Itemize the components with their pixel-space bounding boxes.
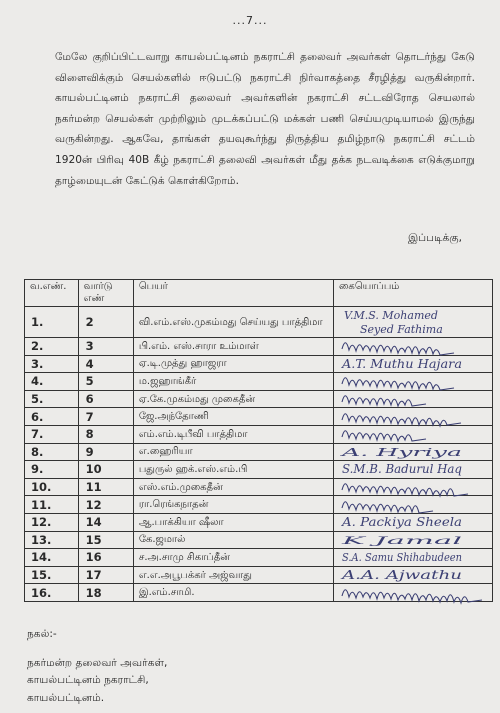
- row-name: எ.ஹைரியா: [133, 443, 333, 461]
- svg-text:A.T. Muthu Hajara: A.T. Muthu Hajara: [340, 356, 462, 371]
- row-signature: [333, 373, 492, 391]
- row-signature: [333, 425, 492, 443]
- row-ward-number: 2: [78, 307, 133, 338]
- table-row: [25, 513, 493, 531]
- row-serial-number: 12.: [25, 513, 79, 531]
- copy-to-title: நகல்:-: [27, 628, 57, 640]
- row-signature: [333, 478, 492, 496]
- svg-text:Seyed Fathima: Seyed Fathima: [359, 323, 443, 336]
- signature-mark: [338, 585, 488, 601]
- row-signature: [333, 513, 492, 531]
- row-serial-number: 6.: [25, 408, 79, 426]
- header-name: பெயர்: [133, 280, 333, 307]
- table-row: [25, 338, 493, 356]
- row-name: வி.எம்.எஸ்.முகம்மது செய்யது பாத்திமா: [133, 307, 333, 338]
- table-header-row: [25, 280, 493, 307]
- signature-mark: [338, 549, 488, 565]
- table-row: [25, 373, 493, 391]
- row-serial-number: 16.: [25, 584, 79, 602]
- header-signature: கையொப்பம்: [333, 280, 492, 307]
- signature-mark: [338, 497, 488, 513]
- row-name: இ.எம்.சாமி.: [133, 584, 333, 602]
- row-serial-number: 15.: [25, 566, 79, 584]
- row-signature: [333, 390, 492, 408]
- row-signature: [333, 307, 492, 338]
- row-serial-number: 8.: [25, 443, 79, 461]
- row-ward-number: 18: [78, 584, 133, 602]
- row-signature: [333, 549, 492, 567]
- row-serial-number: 11.: [25, 496, 79, 514]
- copy-to-line: நகர்மன்ற தலைவர் அவர்கள்,: [27, 656, 168, 669]
- svg-text:A. Hyriya: A. Hyriya: [339, 445, 462, 459]
- row-name: பி.எம். எஸ்.சாரா உம்மாள்: [133, 338, 333, 356]
- table-row: [25, 408, 493, 426]
- table-row: [25, 425, 493, 443]
- signature-mark: [338, 409, 488, 425]
- copy-to-line: காயல்பட்டினம்.: [27, 691, 105, 704]
- signature-mark: [338, 567, 488, 583]
- row-name: ம.ஜஹாங்கீர்: [133, 373, 333, 391]
- row-signature: [333, 443, 492, 461]
- svg-text:A.A. Ajwathu: A.A. Ajwathu: [340, 568, 462, 583]
- signature-mark: [338, 444, 488, 460]
- row-ward-number: 11: [78, 478, 133, 496]
- row-name: எஸ்.எம்.முகைதீன்: [133, 478, 333, 496]
- signature-mark: [338, 426, 488, 442]
- header-serial-number: வ.எண்.: [25, 280, 79, 307]
- table-row: [25, 355, 493, 373]
- row-name: பதுருல் ஹக்.எஸ்.எம்.பி: [133, 461, 333, 479]
- row-ward-number: 17: [78, 566, 133, 584]
- table-row: [25, 461, 493, 479]
- row-signature: [333, 496, 492, 514]
- row-ward-number: 6: [78, 390, 133, 408]
- closing-salutation: இப்படிக்கு,: [408, 232, 462, 244]
- row-ward-number: 5: [78, 373, 133, 391]
- row-signature: [333, 461, 492, 479]
- row-ward-number: 9: [78, 443, 133, 461]
- row-signature: [333, 338, 492, 356]
- row-serial-number: 5.: [25, 390, 79, 408]
- row-signature: [333, 355, 492, 373]
- row-signature: [333, 566, 492, 584]
- row-ward-number: 15: [78, 531, 133, 549]
- copy-to-line: காயல்பட்டினம் நகராட்சி,: [27, 674, 149, 686]
- table-row: [25, 496, 493, 514]
- row-ward-number: 3: [78, 338, 133, 356]
- table-row: [25, 584, 493, 602]
- row-serial-number: 14.: [25, 549, 79, 567]
- row-name: எம்.எம்.டிபீவி பாத்திமா: [133, 425, 333, 443]
- row-serial-number: 1.: [25, 307, 79, 338]
- row-ward-number: 10: [78, 461, 133, 479]
- row-name: ஆ.பாக்கியா ஷீலா: [133, 513, 333, 531]
- svg-text:K Jamal: K Jamal: [338, 535, 462, 547]
- row-serial-number: 2.: [25, 338, 79, 356]
- table-row: [25, 549, 493, 567]
- svg-text:V.M.S. Mohamed: V.M.S. Mohamed: [343, 309, 438, 322]
- table-row: [25, 443, 493, 461]
- row-ward-number: 8: [78, 425, 133, 443]
- signature-mark: [338, 479, 488, 495]
- svg-text:S.M.B. Badurul Haq: S.M.B. Badurul Haq: [341, 462, 463, 477]
- body-paragraph: மேலே குறிப்பிட்டவாறு காயல்பட்டினம் நகராட்சி தலைவர் அவர்கள் தொடர்ந்து கேடு விளைவிக்கும் செயல்களில் ஈடுபட்டு நகராட்சி நிர்வாகத்தை சீரழித்து வருகின்றார். காயல்பட்டினம் நகராட்சி தலைவர் அவர்களின் நகராட்சி சட்டவிரோத செயலால் நகர்மன்ற செயல்கள் முற்றிலும் முடக்கப்பட்டு மக்கள் பணி செய்யமுடியாமல் இருந்து வருகின்றது. ஆகவே, தாங்கள் தயவுகூர்ந்து திருத்திய தமிழ்நாடு நகராட்சி சட்டம் 1920ன் பிரிவு 40B கீழ் நகராட்சி தலைவி அவர்கள் மீது தக்க நடவடிக்கை எடுக்குமாறு தாழ்மையுடன் கேட்டுக் கொள்கிறோம்.: [55, 51, 475, 187]
- signature-mark: [338, 461, 488, 477]
- signature-table: [24, 279, 493, 602]
- row-name: எ.எ.அபூபக்கர் அஜ்வாது: [133, 566, 333, 584]
- signature-mark: [338, 532, 488, 548]
- page-number: ...7...: [232, 14, 268, 27]
- table-row: [25, 390, 493, 408]
- row-serial-number: 4.: [25, 373, 79, 391]
- signature-mark: [338, 338, 488, 354]
- row-name: ஏ.டி.முத்து ஹாஜரா: [133, 355, 333, 373]
- row-signature: [333, 531, 492, 549]
- signature-mark: [338, 373, 488, 389]
- signature-mark: [338, 307, 488, 337]
- signature-mark: [338, 356, 488, 372]
- row-serial-number: 3.: [25, 355, 79, 373]
- row-serial-number: 9.: [25, 461, 79, 479]
- row-name: ச.அ.சாமு சிகாப்தீன்: [133, 549, 333, 567]
- row-signature: [333, 408, 492, 426]
- row-ward-number: 16: [78, 549, 133, 567]
- row-serial-number: 13.: [25, 531, 79, 549]
- row-ward-number: 14: [78, 513, 133, 531]
- table-row: [25, 478, 493, 496]
- table-row: [25, 566, 493, 584]
- row-name: ஜே.அந்தோணி: [133, 408, 333, 426]
- signature-mark: [338, 391, 488, 407]
- row-name: கே.ஜமால்: [133, 531, 333, 549]
- row-ward-number: 7: [78, 408, 133, 426]
- row-signature: [333, 584, 492, 602]
- table-row: [25, 307, 493, 338]
- svg-text:A. Packiya Sheela: A. Packiya Sheela: [340, 515, 462, 530]
- row-name: ஏ.கே.முகம்மது முகைதீன்: [133, 390, 333, 408]
- row-ward-number: 4: [78, 355, 133, 373]
- copy-to-block: [27, 626, 167, 707]
- header-ward-number: வார்டு எண்: [78, 280, 133, 307]
- table-row: [25, 531, 493, 549]
- row-name: ரா.ரெங்கநாதன்: [133, 496, 333, 514]
- row-serial-number: 10.: [25, 478, 79, 496]
- row-serial-number: 7.: [25, 425, 79, 443]
- signature-mark: [338, 514, 488, 530]
- svg-text:S.A. Samu Shihabudeen: S.A. Samu Shihabudeen: [341, 551, 462, 565]
- row-ward-number: 12: [78, 496, 133, 514]
